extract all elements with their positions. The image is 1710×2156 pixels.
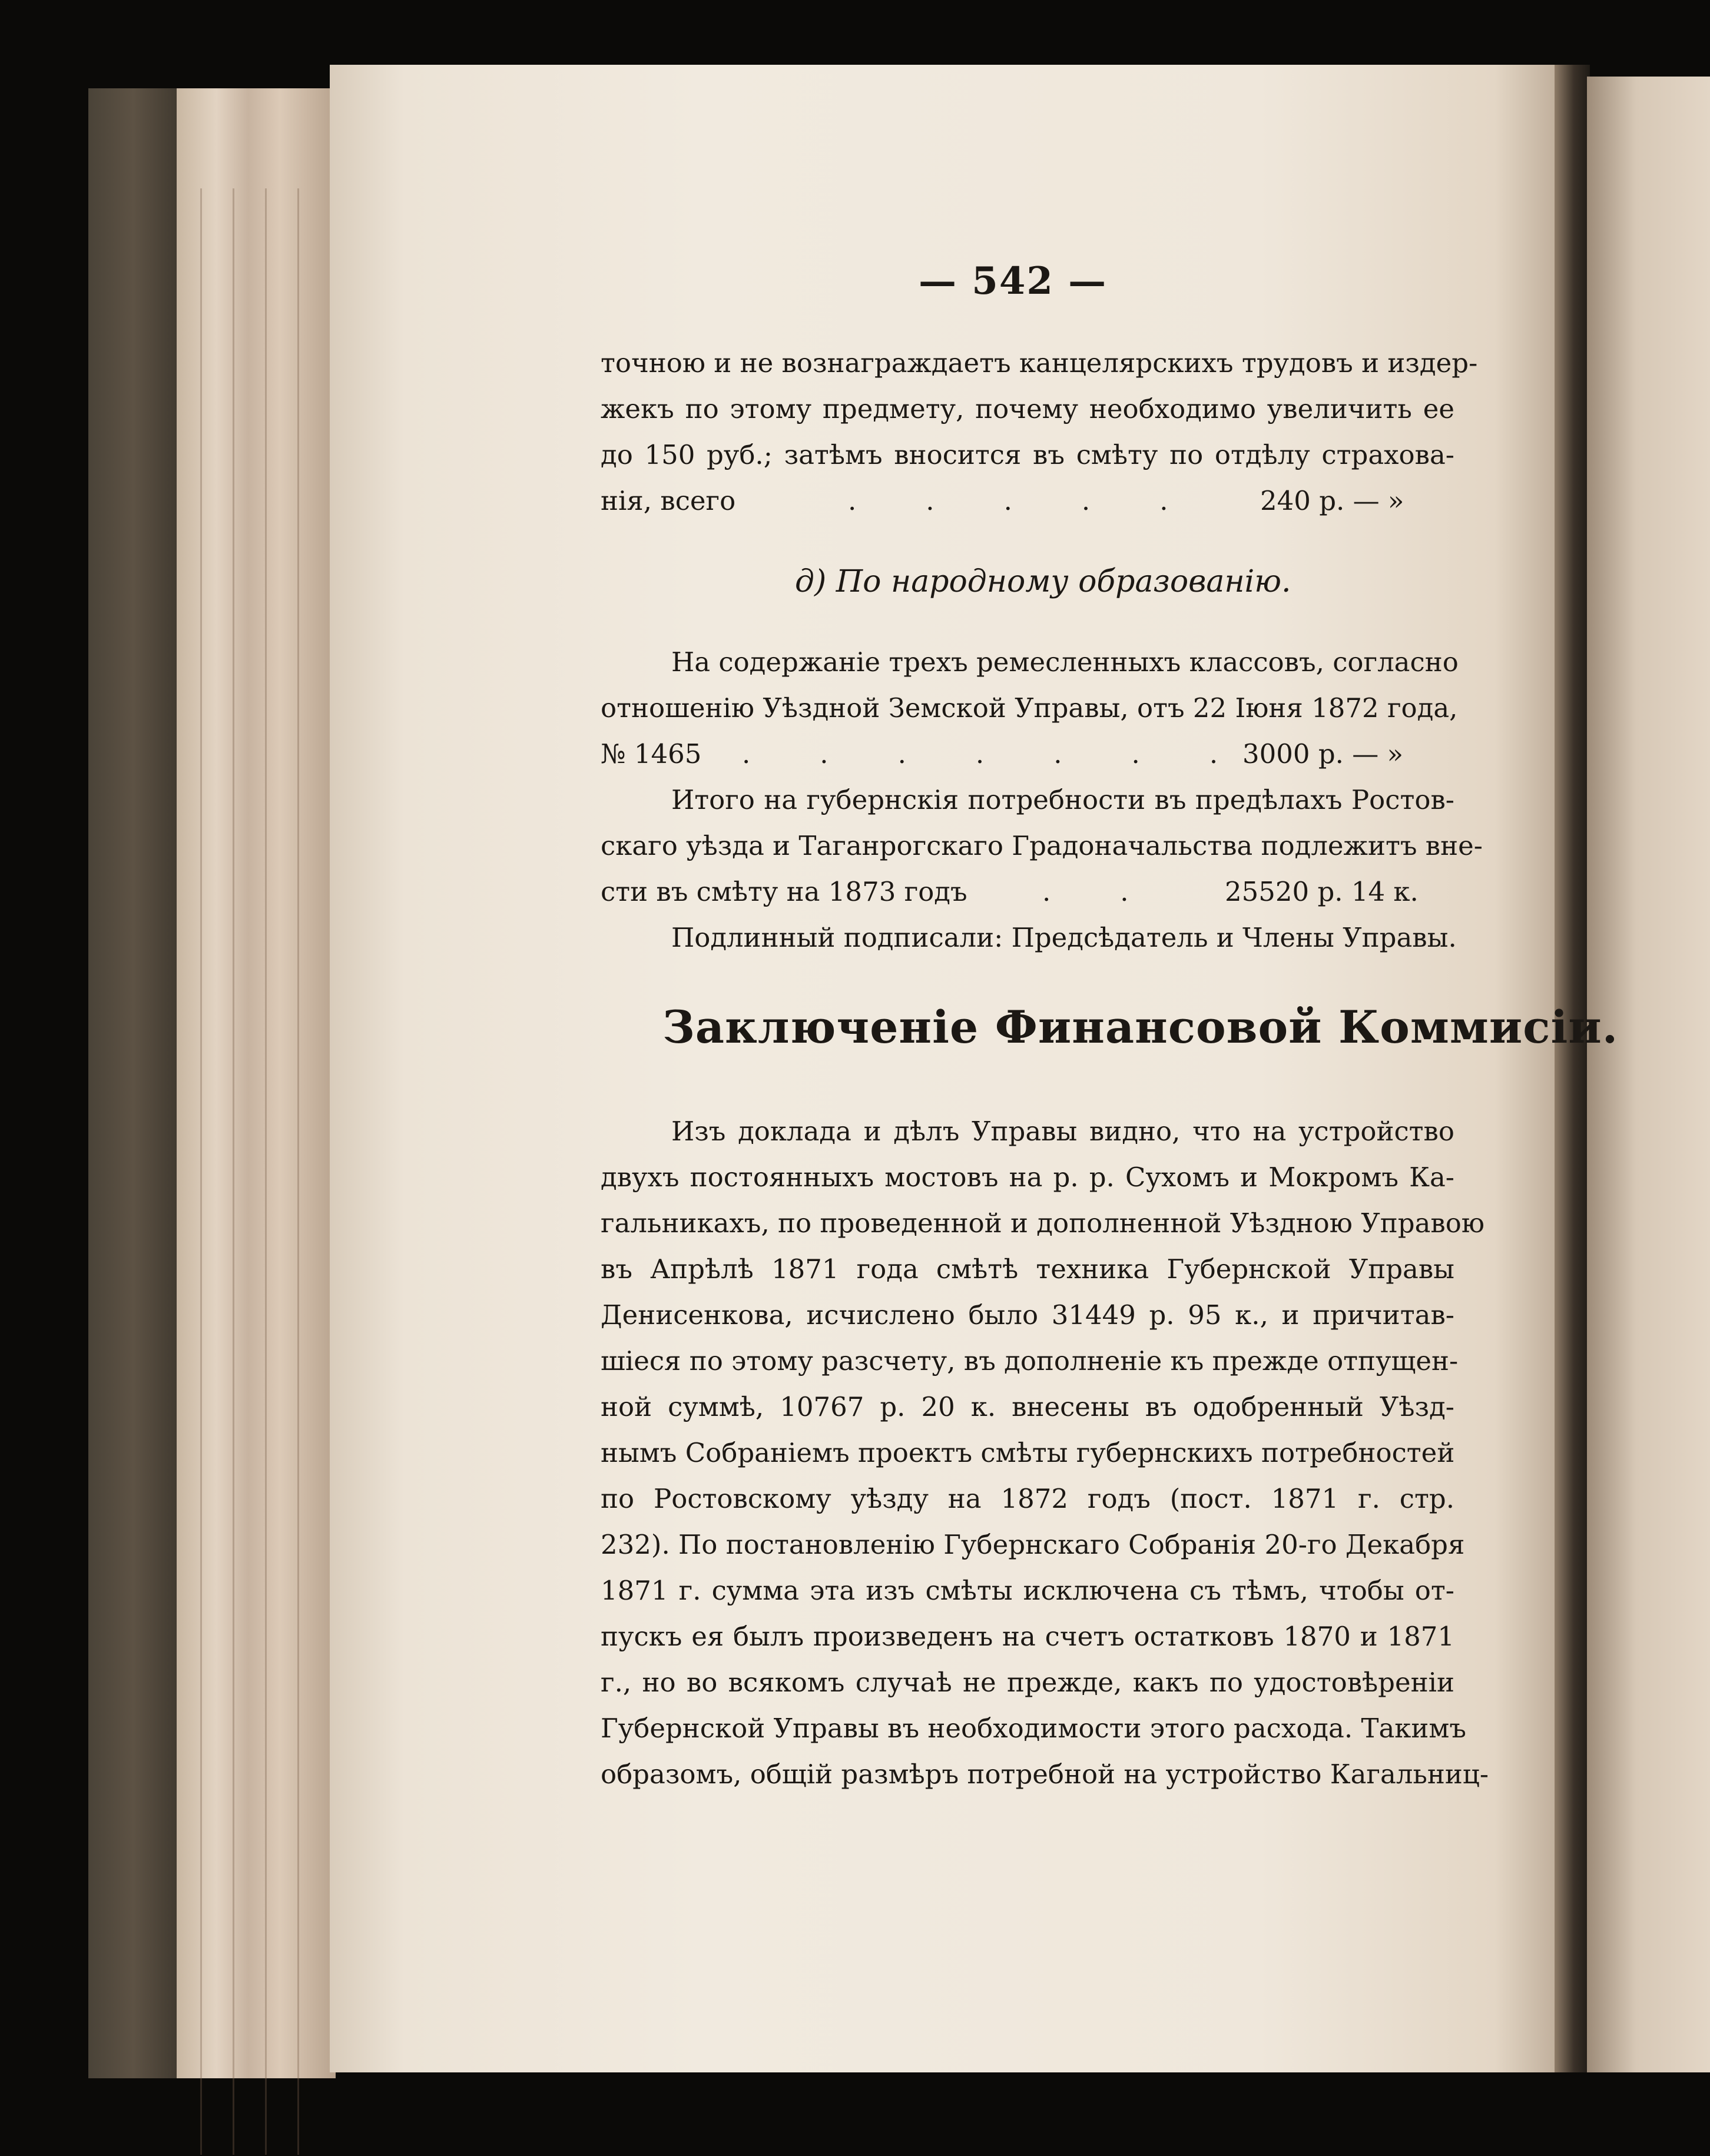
amount-value: 25520 р. 14 к. — [1225, 876, 1419, 907]
leader-dots: ....... — [742, 738, 1288, 769]
text-line: до 150 руб.; затѣмъ вносится въ смѣту по отдѣлу страхова- — [601, 439, 1454, 470]
page-edge-line — [297, 188, 299, 2155]
text-line: Итого на губернскія потребности въ предѣлахъ Ростов- — [671, 784, 1454, 815]
text-line-label: сти въ смѣту на 1873 годъ — [601, 876, 967, 907]
text-line: двухъ постоянныхъ мостовъ на р. р. Сухомъ и Мокромъ Ка- — [601, 1162, 1454, 1193]
page-stack-edge — [177, 88, 336, 2078]
page-number-header: — 542 — — [919, 259, 1108, 303]
text-line: отношенію Уѣздной Земской Управы, отъ 22 Іюня 1872 года, — [601, 692, 1458, 724]
text-line: въ Апрѣлѣ 1871 года смѣтѣ техника Губернской Управы — [601, 1253, 1454, 1285]
page-edge-line — [200, 188, 202, 2155]
text-line: жекъ по этому предмету, почему необходимо увеличить ее — [601, 393, 1454, 424]
book-gutter — [1555, 65, 1590, 2072]
text-line-label: № 1465 — [601, 738, 702, 769]
page-edge-line — [265, 188, 267, 2155]
text-line: Изъ доклада и дѣлъ Управы видно, что на устройство — [671, 1116, 1454, 1147]
facing-page-edge — [1587, 77, 1710, 2072]
section-title: д) По народному образованію. — [795, 564, 1291, 599]
page-edge-line — [233, 188, 234, 2155]
text-line: ной суммѣ, 10767 р. 20 к. внесены въ одобренный Уѣзд- — [601, 1391, 1454, 1422]
text-line: 1871 г. сумма эта изъ смѣты исключена съ тѣмъ, чтобы от- — [601, 1575, 1454, 1606]
text-line: пускъ ея былъ произведенъ на счетъ остатковъ 1870 и 1871 — [601, 1621, 1454, 1652]
amount-value: 240 р. — » — [1260, 485, 1404, 516]
text-line: по Ростовскому уѣзду на 1872 годъ (пост. 1871 г. стр. — [601, 1483, 1454, 1514]
text-line: Денисенкова, исчислено было 31449 р. 95 к., и причитав- — [601, 1299, 1454, 1331]
text-line: г., но во всякомъ случаѣ не прежде, какъ по удостовѣреніи — [601, 1667, 1454, 1698]
text-line: 232). По постановленію Губернскаго Собранія 20-го Декабря — [601, 1529, 1465, 1560]
book-cover-edge — [88, 88, 188, 2078]
text-line: Губернской Управы въ необходимости этого расхода. Такимъ — [601, 1713, 1467, 1744]
chapter-title: Заключеніе Финансовой Коммисіи. — [662, 1001, 1619, 1053]
text-line: На содержаніе трехъ ремесленныхъ классовъ, согласно — [671, 646, 1459, 678]
signature-line: Подлинный подписали: Предсѣдатель и Члены Управы. — [671, 922, 1457, 953]
leader-dots: .. — [1042, 876, 1198, 907]
text-line: гальникахъ, по проведенной и дополненной Уѣздною Управою — [601, 1208, 1484, 1239]
text-line: образомъ, общій размѣръ потребной на устройство Кагальниц- — [601, 1759, 1489, 1790]
text-line: нымъ Собраніемъ проектъ смѣты губернскихъ потребностей — [601, 1437, 1455, 1468]
leader-dots: ..... — [848, 485, 1238, 516]
text-line: скаго уѣзда и Таганрогскаго Градоначальства подлежитъ вне- — [601, 830, 1483, 861]
text-line-label: нія, всего — [601, 485, 736, 516]
text-line: точною и не вознаграждаетъ канцелярскихъ трудовъ и издер- — [601, 347, 1478, 379]
text-line: шіеся по этому разсчету, въ дополненіе къ прежде отпущен- — [601, 1345, 1459, 1376]
amount-value: 3000 р. — » — [1242, 738, 1404, 769]
